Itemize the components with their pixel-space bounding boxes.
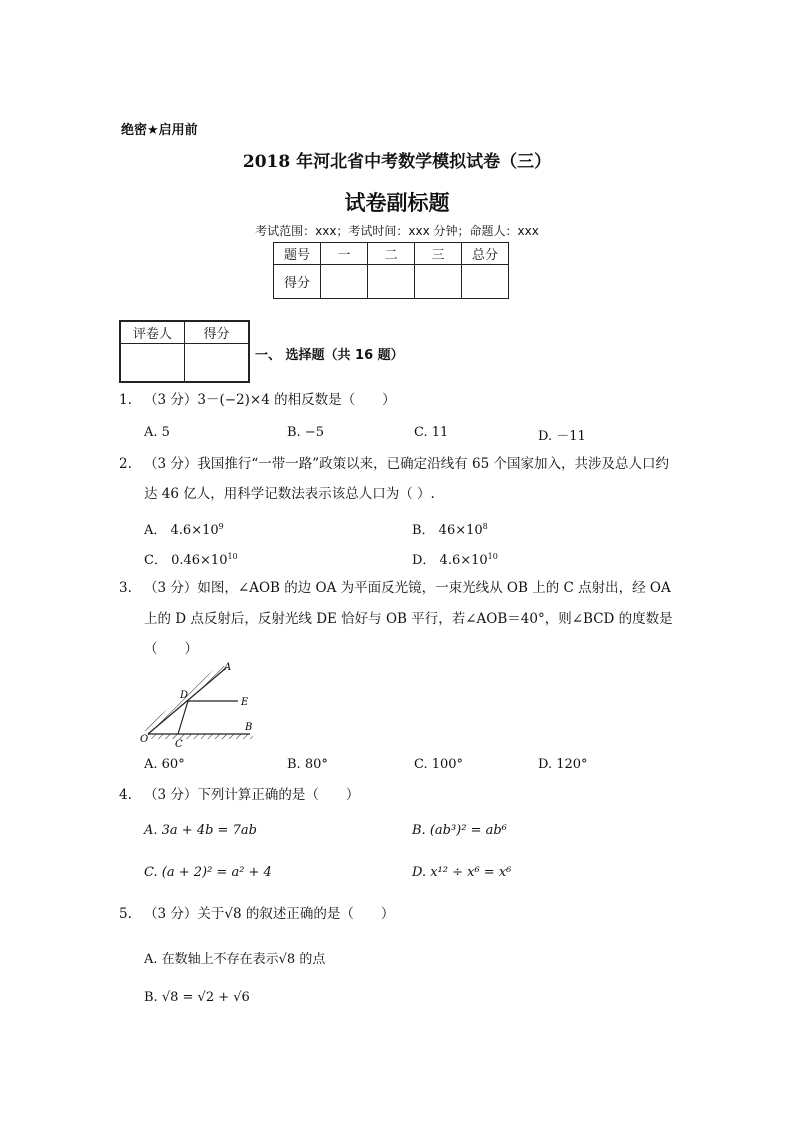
- grader-header: 评卷人: [120, 321, 185, 344]
- mirror-hatch-ob: [148, 734, 253, 739]
- option-b: B. (ab³)² = ab⁶: [412, 823, 507, 838]
- option-c: C. 11: [414, 425, 449, 440]
- score-table: [273, 242, 509, 299]
- question-number: 4.: [119, 787, 132, 803]
- score-header: 总分: [462, 243, 509, 265]
- question-number: 1.: [119, 392, 132, 408]
- grader-table: [119, 320, 250, 383]
- question-number: 2.: [119, 456, 132, 472]
- label-c: C: [175, 739, 183, 750]
- label-a: A: [224, 662, 232, 673]
- question-text: 上的 D 点反射后，反射光线 DE 恰好与 OB 平行，若∠AOB＝40°，则∠BCD 的度数是: [144, 611, 673, 627]
- score-cell: [368, 265, 415, 299]
- question-text: （3 分）如图，∠AOB 的边 OA 为平面反光镜，一束光线从 OB 上的 C 点射出，经 OA: [144, 580, 671, 596]
- option-b: B. −5: [287, 425, 324, 440]
- score-row-label: 得分: [274, 265, 321, 299]
- question-text: （ ）: [144, 641, 198, 657]
- question-text: （3 分）下列计算正确的是（ ）: [144, 787, 360, 803]
- reflection-figure: [138, 660, 263, 750]
- score-cell: [462, 265, 509, 299]
- option-a: A. 在数轴上不存在表示√8 的点: [144, 952, 326, 967]
- question-text: （3 分）关于√8 的叙述正确的是（ ）: [144, 906, 395, 922]
- section-title: 一、 选择题（共 16 题）: [255, 348, 404, 363]
- exam-title: 2018 年河北省中考数学模拟试卷（三）: [242, 152, 552, 172]
- confidential-label: 绝密★启用前: [121, 123, 198, 138]
- question-text: （3 分）3－(−2)×4 的相反数是（ ）: [144, 392, 396, 408]
- option-d: D. x¹² ÷ x⁶ = x⁶: [412, 865, 512, 880]
- score-header: 三: [415, 243, 462, 265]
- option-a: A． $4.6\times 10^9$: [144, 522, 224, 538]
- option-b: B. √8 = √2 + √6: [144, 990, 250, 1005]
- option-b: B． $46\times 10^8$: [412, 522, 488, 538]
- grader-header: 得分: [185, 321, 250, 344]
- question-text: 达 46 亿人，用科学记数法表示该总人口为（ ）.: [144, 486, 435, 502]
- option-a: A. 60°: [144, 757, 185, 772]
- option-c: C． $0.46\times 10^{10}$: [144, 552, 238, 568]
- exam-subtitle: 试卷副标题: [344, 191, 450, 215]
- grader-cell: [120, 344, 185, 383]
- label-e: E: [241, 697, 249, 708]
- label-d: D: [180, 690, 189, 701]
- score-cell: [321, 265, 368, 299]
- option-c: C. (a + 2)² = a² + 4: [144, 865, 272, 880]
- score-header: 二: [368, 243, 415, 265]
- question-number: 3.: [119, 580, 132, 596]
- label-b: B: [245, 722, 253, 733]
- option-d: D. 120°: [538, 757, 588, 772]
- question-number: 5.: [119, 906, 132, 922]
- option-a: A. 5: [144, 425, 170, 440]
- score-cell: [415, 265, 462, 299]
- score-header: 题号: [274, 243, 321, 265]
- option-b: B. 80°: [287, 757, 328, 772]
- option-d: D. －11: [538, 429, 586, 444]
- exam-info: 考试范围：xxx；考试时间：xxx 分钟；命题人：xxx: [255, 224, 539, 238]
- question-text: （3 分）我国推行“一带一路”政策以来，已确定沿线有 65 个国家加入，共涉及总人口约: [144, 456, 669, 472]
- option-a: A. 3a + 4b = 7ab: [144, 823, 257, 838]
- option-c: C. 100°: [414, 757, 464, 772]
- label-o: O: [140, 734, 149, 745]
- option-d: D． $4.6\times 10^{10}$: [412, 552, 498, 568]
- score-header: 一: [321, 243, 368, 265]
- grader-cell: [185, 344, 250, 383]
